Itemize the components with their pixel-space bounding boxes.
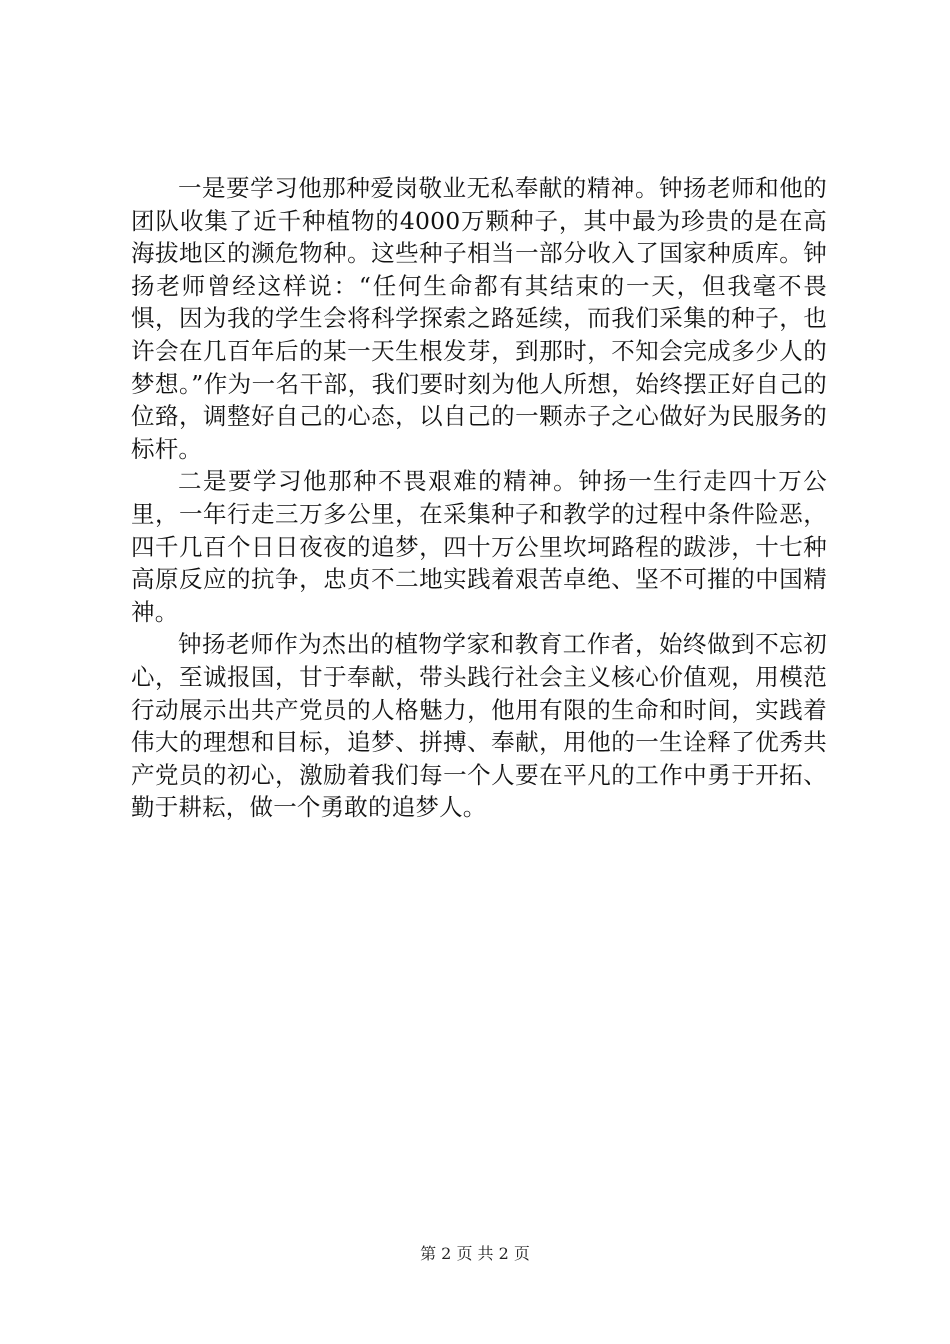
page-number-footer: 第 2 页 共 2 页	[420, 1244, 530, 1263]
paragraph-perseverance: 二是要学习他那种不畏艰难的精神。钟扬一生行走四十万公里，一年行走三万多公里，在采集种子和教学的过程中条件险恶，四千几百个日日夜夜的追梦，四十万公里坎坷路程的跋涉，十七种高原反应的抗争，忠贞不二地实践着艰苦卓绝、坚不可摧的中国精神。	[131, 467, 827, 626]
paragraph-dedication: 一是要学习他那种爱岗敬业无私奉献的精神。钟扬老师和他的团队收集了近千种植物的4000万颗种子，其中最为珍贵的是在高海拔地区的濒危物种。这些种子相当一部分收入了国家种质库。钟扬老师曾经这样说：“任何生命都有其结束的一天，但我毫不畏惧，因为我的学生会将科学探索之路延续，而我们采集的种子，也许会在几百年后的某一天生根发芽，到那时，不知会完成多少人的梦想。”作为一名干部，我们要时刻为他人所想，始终摆正好自己的位臵，调整好自己的心态，以自己的一颗赤子之心做好为民服务的标杆。	[131, 174, 827, 463]
document-body	[131, 172, 827, 824]
paragraph-conclusion: 钟扬老师作为杰出的植物学家和教育工作者，始终做到不忘初心，至诚报国，甘于奉献，带头践行社会主义核心价值观，用模范行动展示出共产党员的人格魅力，他用有限的生命和时间，实践着伟大的理想和目标，追梦、拼搏、奉献，用他的一生诠释了优秀共产党员的初心，激励着我们每一个人要在平凡的工作中勇于开拓、勤于耕耘，做一个勇敢的追梦人。	[131, 630, 827, 822]
